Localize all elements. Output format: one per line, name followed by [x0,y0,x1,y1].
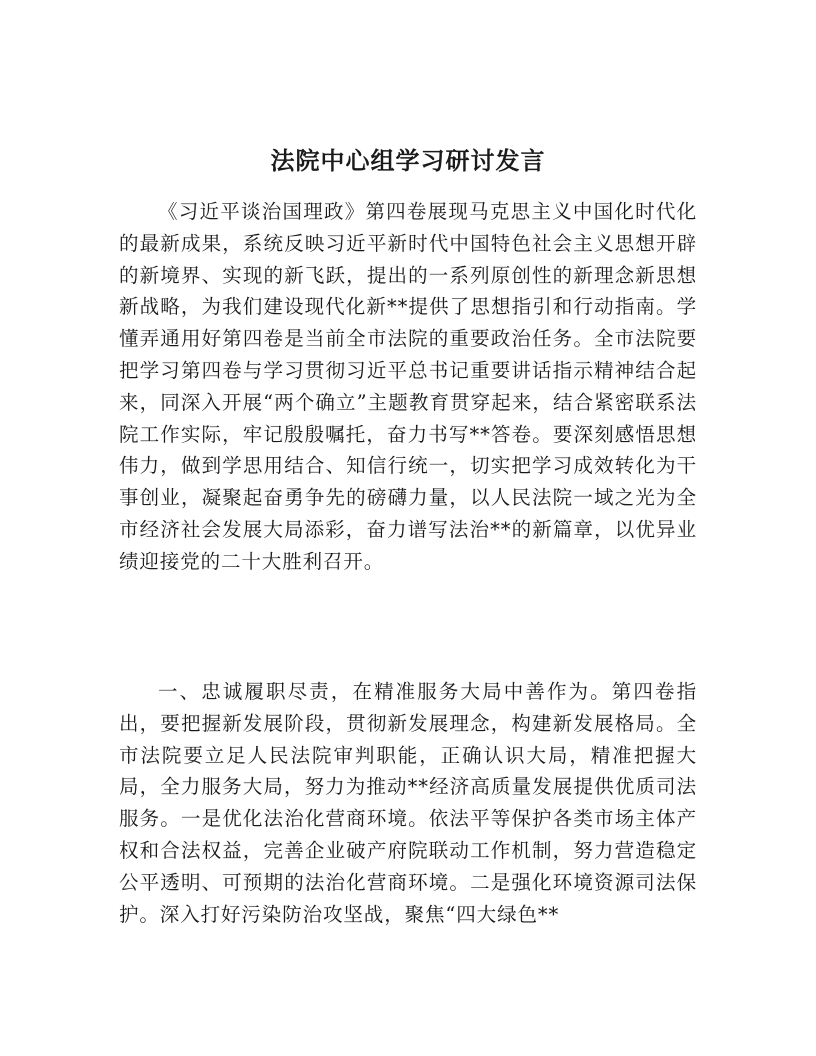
document-title: 法院中心组学习研讨发言 [270,147,546,175]
paragraph-intro: 《习近平谈治国理政》第四卷展现马克思主义中国化时代化的最新成果，系统反映习近平新时代中国特色社会主义思想开辟的新境界、实现的新飞跃，提出的一系列原创性的新理念新思想新战略，为我们建设现代化新**提供了思想指引和行动指南。学懂弄通用好第四卷是当前全市法院的重要政治任务。全市法院要把学习第四卷与学习贯彻习近平总书记重要讲话指示精神结合起来，同深入开展“两个确立”主题教育贯穿起来，结合紧密联系法院工作实际，牢记殷殷嘱托，奋力书写**答卷。要深刻感悟思想伟力，做到学思用结合、知信行统一，切实把学习成效转化为干事创业，凝聚起奋勇争先的磅礴力量，以人民法院一域之光为全市经济社会发展大局添彩，奋力谱写法治**的新篇章，以优异业绩迎接党的二十大胜利召开。 [119,200,697,573]
paragraph-section-one: 一、忠诚履职尽责，在精准服务大局中善作为。第四卷指出，要把握新发展阶段，贯彻新发展理念，构建新发展格局。全市法院要立足人民法院审判职能，正确认识大局，精准把握大局，全力服务大局，努力为推动**经济高质量发展提供优质司法服务。一是优化法治化营商环境。依法平等保护各类市场主体产权和合法权益，完善企业破产府院联动工作机制，努力营造稳定公平透明、可预期的法治化营商环境。二是强化环境资源司法保护。深入打好污染防治攻坚战，聚焦“四大绿色** [119,680,697,926]
